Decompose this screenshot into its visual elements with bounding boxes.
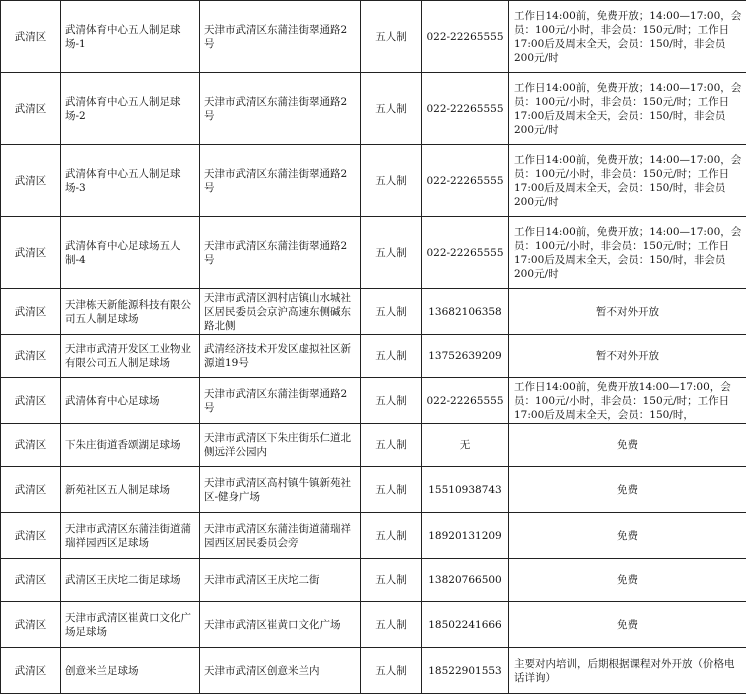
- address-cell: 天津市武清区东蒲洼街翠通路2号: [200, 73, 361, 145]
- table-row: [1, 335, 746, 378]
- venue-name-cell: 下朱庄街道香颂湖足球场: [61, 424, 200, 467]
- phone-cell: 18522901553: [422, 648, 509, 694]
- venue-name-cell: 武清体育中心五人制足球场-1: [61, 1, 200, 73]
- phone-cell: 022-22265555: [422, 378, 509, 424]
- type-cell: 五人制: [361, 335, 422, 378]
- table-row: [1, 602, 746, 648]
- fee-cell: 免费: [509, 513, 746, 559]
- venue-name-cell: 武清体育中心足球场: [61, 378, 200, 424]
- venue-name-cell: 创意米兰足球场: [61, 648, 200, 694]
- type-cell: 五人制: [361, 378, 422, 424]
- district-cell: 武清区: [1, 467, 61, 513]
- fee-cell: 工作日14:00前，免费开放；14:00—17:00，会员：100元/小时，非会员：150元/时；工作日17:00后及周末全天，会员：150/时，非会员200元/时: [509, 145, 746, 217]
- district-cell: 武清区: [1, 378, 61, 424]
- phone-cell: 13682106358: [422, 289, 509, 335]
- address-cell: 天津市武清区东蒲洼街翠通路2号: [200, 145, 361, 217]
- phone-cell: 18920131209: [422, 513, 509, 559]
- district-cell: 武清区: [1, 648, 61, 694]
- phone-cell: 022-22265555: [422, 145, 509, 217]
- address-cell: 天津市武清区下朱庄街乐仁道北侧远洋公园内: [200, 424, 361, 467]
- venue-name-cell: 武清区王庆坨二街足球场: [61, 559, 200, 602]
- venue-name-cell: 武清体育中心五人制足球场-3: [61, 145, 200, 217]
- address-cell: 天津市武清区东蒲洼街翠通路2号: [200, 378, 361, 424]
- phone-cell: 022-22265555: [422, 73, 509, 145]
- type-cell: 五人制: [361, 1, 422, 73]
- phone-cell: 无: [422, 424, 509, 467]
- type-cell: 五人制: [361, 513, 422, 559]
- type-cell: 五人制: [361, 73, 422, 145]
- type-cell: 五人制: [361, 145, 422, 217]
- fee-cell: 暂不对外开放: [509, 289, 746, 335]
- address-cell: 天津市武清区创意米兰内: [200, 648, 361, 694]
- fee-cell: 工作日14:00前，免费开放14:00—17:00，会员：100元/小时，非会员：150元/时；工作日17:00后及周末全天，会员：150/时，: [509, 378, 746, 424]
- district-cell: 武清区: [1, 289, 61, 335]
- phone-cell: 022-22265555: [422, 1, 509, 73]
- venue-name-cell: 天津市武清区东蒲洼街道蒲瑞祥园西区足球场: [61, 513, 200, 559]
- district-cell: 武清区: [1, 145, 61, 217]
- venue-name-cell: 武清体育中心足球场五人制-4: [61, 217, 200, 289]
- type-cell: 五人制: [361, 467, 422, 513]
- address-cell: 天津市武清区东蒲洼街翠通路2号: [200, 1, 361, 73]
- table-row: [1, 559, 746, 602]
- district-cell: 武清区: [1, 424, 61, 467]
- address-cell: 天津市武清区泗村店镇山水城社区居民委员会京沪高速东侧碱东路北侧: [200, 289, 361, 335]
- district-cell: 武清区: [1, 73, 61, 145]
- type-cell: 五人制: [361, 648, 422, 694]
- district-cell: 武清区: [1, 513, 61, 559]
- type-cell: 五人制: [361, 289, 422, 335]
- fee-cell: 免费: [509, 559, 746, 602]
- table-row: [1, 1, 746, 73]
- fee-cell: 暂不对外开放: [509, 335, 746, 378]
- type-cell: 五人制: [361, 559, 422, 602]
- type-cell: 五人制: [361, 217, 422, 289]
- table-row: [1, 145, 746, 217]
- table-row: [1, 73, 746, 145]
- district-cell: 武清区: [1, 1, 61, 73]
- phone-cell: 15510938743: [422, 467, 509, 513]
- table-row: [1, 648, 746, 694]
- venue-name-cell: 天津市武清区崔黄口文化广场足球场: [61, 602, 200, 648]
- district-cell: 武清区: [1, 335, 61, 378]
- address-cell: 天津市武清区崔黄口文化广场: [200, 602, 361, 648]
- phone-cell: 13752639209: [422, 335, 509, 378]
- address-cell: 天津市武清区东蒲洼街翠通路2号: [200, 217, 361, 289]
- fee-cell: 免费: [509, 424, 746, 467]
- district-cell: 武清区: [1, 559, 61, 602]
- phone-cell: 13820766500: [422, 559, 509, 602]
- table-row: [1, 217, 746, 289]
- fee-cell: 主要对内培训，后期根据课程对外开放（价格电话详询）: [509, 648, 746, 694]
- table-row: [1, 378, 746, 424]
- venue-name-cell: 武清体育中心五人制足球场-2: [61, 73, 200, 145]
- table-row: [1, 424, 746, 467]
- district-cell: 武清区: [1, 217, 61, 289]
- address-cell: 武清经济技术开发区虚拟社区新源道19号: [200, 335, 361, 378]
- fee-cell: 工作日14:00前，免费开放；14:00—17:00，会员：100元/小时，非会员：150元/时；工作日17:00后及周末全天，会员：150/时，非会员200元/时: [509, 217, 746, 289]
- address-cell: 天津市武清区王庆坨二街: [200, 559, 361, 602]
- table-row: [1, 513, 746, 559]
- type-cell: 五人制: [361, 424, 422, 467]
- type-cell: 五人制: [361, 602, 422, 648]
- address-cell: 天津市武清区东蒲洼街道蒲瑞祥园西区居民委员会旁: [200, 513, 361, 559]
- phone-cell: 022-22265555: [422, 217, 509, 289]
- table-row: [1, 289, 746, 335]
- phone-cell: 18502241666: [422, 602, 509, 648]
- district-cell: 武清区: [1, 602, 61, 648]
- venue-name-cell: 天津市武清开发区工业物业有限公司五人制足球场: [61, 335, 200, 378]
- venue-name-cell: 新苑社区五人制足球场: [61, 467, 200, 513]
- venue-name-cell: 天津栋天新能源科技有限公司五人制足球场: [61, 289, 200, 335]
- table-row: [1, 467, 746, 513]
- address-cell: 天津市武清区高村镇牛镇新苑社区-健身广场: [200, 467, 361, 513]
- fee-cell: 工作日14:00前，免费开放；14:00—17:00，会员：100元/小时，非会员：150元/时；工作日17:00后及周末全天，会员：150/时，非会员200元/时: [509, 1, 746, 73]
- fee-cell: 免费: [509, 467, 746, 513]
- fee-cell: 工作日14:00前，免费开放；14:00—17:00，会员：100元/小时，非会员：150元/时；工作日17:00后及周末全天，会员：150/时，非会员200元/时: [509, 73, 746, 145]
- fee-cell: 免费: [509, 602, 746, 648]
